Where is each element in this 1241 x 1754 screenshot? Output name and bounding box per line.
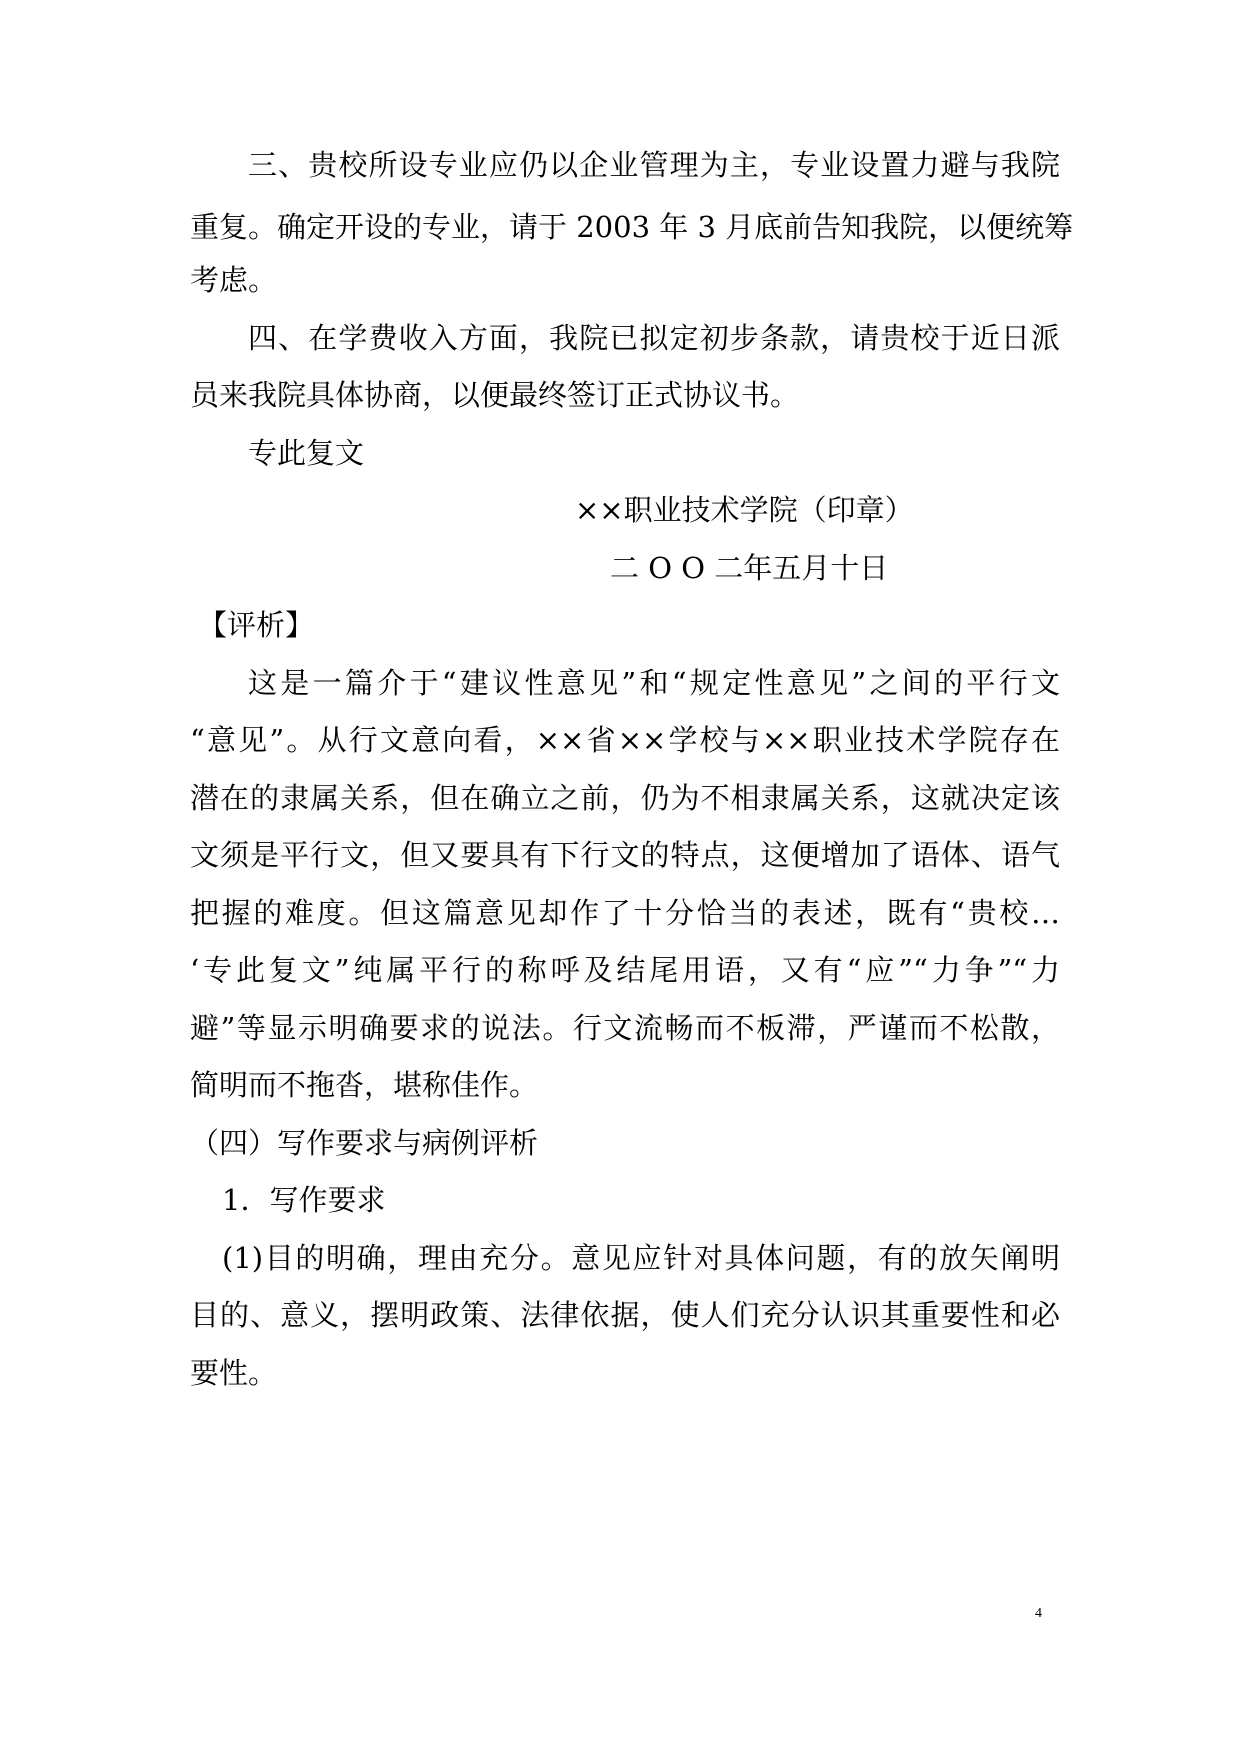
signature-org: ××职业技术学院（印章） — [575, 493, 914, 527]
paragraph-4-line-1: 四、在学费收入方面，我院已拟定初步条款，请贵校于近日派 — [248, 321, 1060, 355]
paragraph-3-line-3: 考虑。 — [190, 263, 278, 297]
paragraph-3-line-2: 重复。确定开设的专业，请于 2003 年 3 月底前告知我院，以便统筹 — [190, 210, 1074, 244]
paragraph-3-line-1: 三、贵校所设专业应仍以企业管理为主，专业设置力避与我院 — [248, 148, 1060, 182]
section-heading: （四）写作要求与病例评析 — [190, 1126, 539, 1160]
requirement-1-line-1: (1)目的明确，理由充分。意见应针对具体问题，有的放矢阐明 — [222, 1241, 1060, 1275]
subsection-heading: 1．写作要求 — [222, 1183, 386, 1217]
analysis-line-7: 避”等显示明确要求的说法。行文流畅而不板滞，严谨而不松散， — [190, 1011, 1060, 1045]
requirement-1-line-2: 目的、意义，摆明政策、法律依据，使人们充分认识其重要性和必 — [190, 1298, 1060, 1332]
paragraph-4-line-2: 员来我院具体协商，以便最终签订正式协议书。 — [190, 378, 800, 412]
closing-phrase: 专此复文 — [248, 436, 365, 470]
analysis-line-8: 简明而不拖沓，堪称佳作。 — [190, 1068, 539, 1102]
analysis-line-4: 文须是平行文，但又要具有下行文的特点，这便增加了语体、语气 — [190, 838, 1060, 872]
analysis-heading: 【评析】 — [198, 608, 315, 642]
analysis-line-6: ‘专此复文”纯属平行的称呼及结尾用语，又有“应”“力争”“力 — [190, 953, 1060, 987]
requirement-1-line-3: 要性。 — [190, 1356, 278, 1390]
signature-date: 二 O O 二年五月十日 — [610, 551, 889, 585]
analysis-line-5: 把握的难度。但这篇意见却作了十分恰当的表述，既有“贵校… — [190, 896, 1060, 930]
analysis-line-1: 这是一篇介于“建议性意见”和“规定性意见”之间的平行文 — [248, 666, 1060, 700]
analysis-line-2: “意见”。从行文意向看，××省××学校与××职业技术学院存在 — [190, 723, 1060, 757]
page-number: 4 — [1035, 1606, 1042, 1621]
analysis-line-3: 潜在的隶属关系，但在确立之前，仍为不相隶属关系，这就决定该 — [190, 781, 1060, 815]
